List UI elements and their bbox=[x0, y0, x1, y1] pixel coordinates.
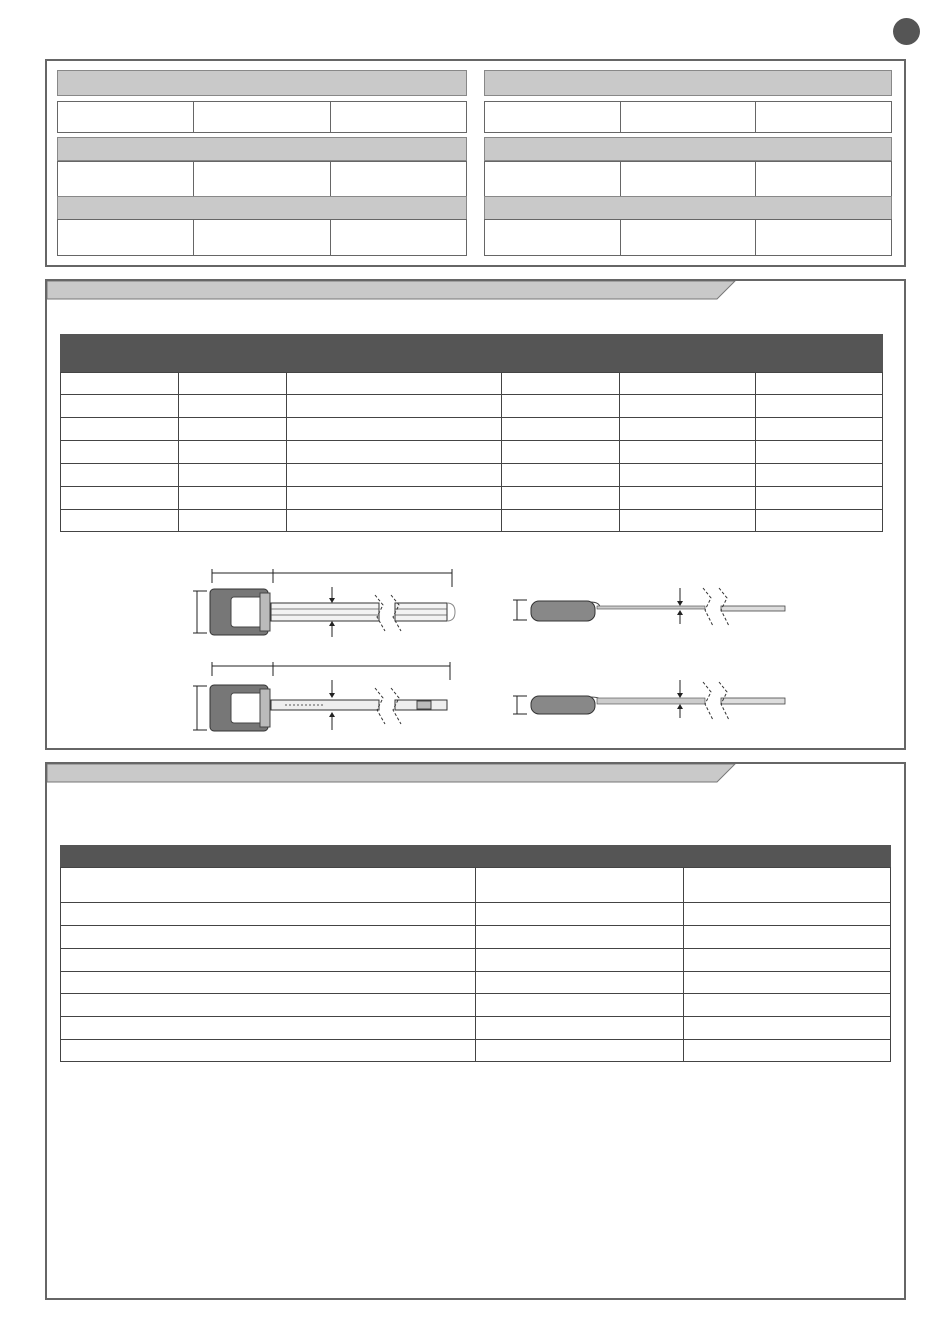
section-1-header bbox=[47, 281, 737, 300]
top-right-header-1 bbox=[484, 70, 892, 96]
table-row bbox=[61, 464, 883, 487]
section-2-table-header bbox=[60, 845, 891, 867]
top-left-row-3 bbox=[57, 219, 467, 256]
table-row bbox=[61, 510, 883, 532]
section-2-table bbox=[60, 867, 891, 1062]
table-row bbox=[61, 418, 883, 441]
table-row bbox=[61, 868, 891, 903]
table-row bbox=[61, 441, 883, 464]
table-row bbox=[61, 949, 891, 972]
table-row bbox=[61, 903, 891, 926]
table-row bbox=[61, 395, 883, 418]
page-number-badge bbox=[893, 18, 920, 45]
table-row bbox=[61, 1017, 891, 1040]
top-right-row-3 bbox=[484, 219, 892, 256]
top-left-header-3 bbox=[57, 196, 467, 220]
top-right-row-2 bbox=[484, 161, 892, 197]
motor-rail-diagram-bottom bbox=[185, 658, 475, 738]
table-row bbox=[61, 1040, 891, 1062]
top-left-row-1 bbox=[57, 101, 467, 133]
motor-arm-diagram-top bbox=[505, 578, 795, 633]
top-right-row-1 bbox=[484, 101, 892, 133]
top-left-row-2 bbox=[57, 161, 467, 197]
top-panel bbox=[45, 59, 906, 267]
table-row bbox=[61, 373, 883, 395]
section-1-table-header bbox=[60, 334, 883, 372]
section-1-table bbox=[60, 372, 883, 532]
motor-rail-diagram-top bbox=[185, 565, 475, 645]
section-2-header bbox=[47, 764, 737, 783]
table-row bbox=[61, 972, 891, 994]
table-row bbox=[61, 926, 891, 949]
table-row bbox=[61, 994, 891, 1017]
top-left-header-1 bbox=[57, 70, 467, 96]
motor-arm-diagram-bottom bbox=[505, 672, 795, 727]
top-left-header-2 bbox=[57, 137, 467, 161]
table-row bbox=[61, 487, 883, 510]
top-right-header-2 bbox=[484, 137, 892, 161]
top-right-header-3 bbox=[484, 196, 892, 220]
